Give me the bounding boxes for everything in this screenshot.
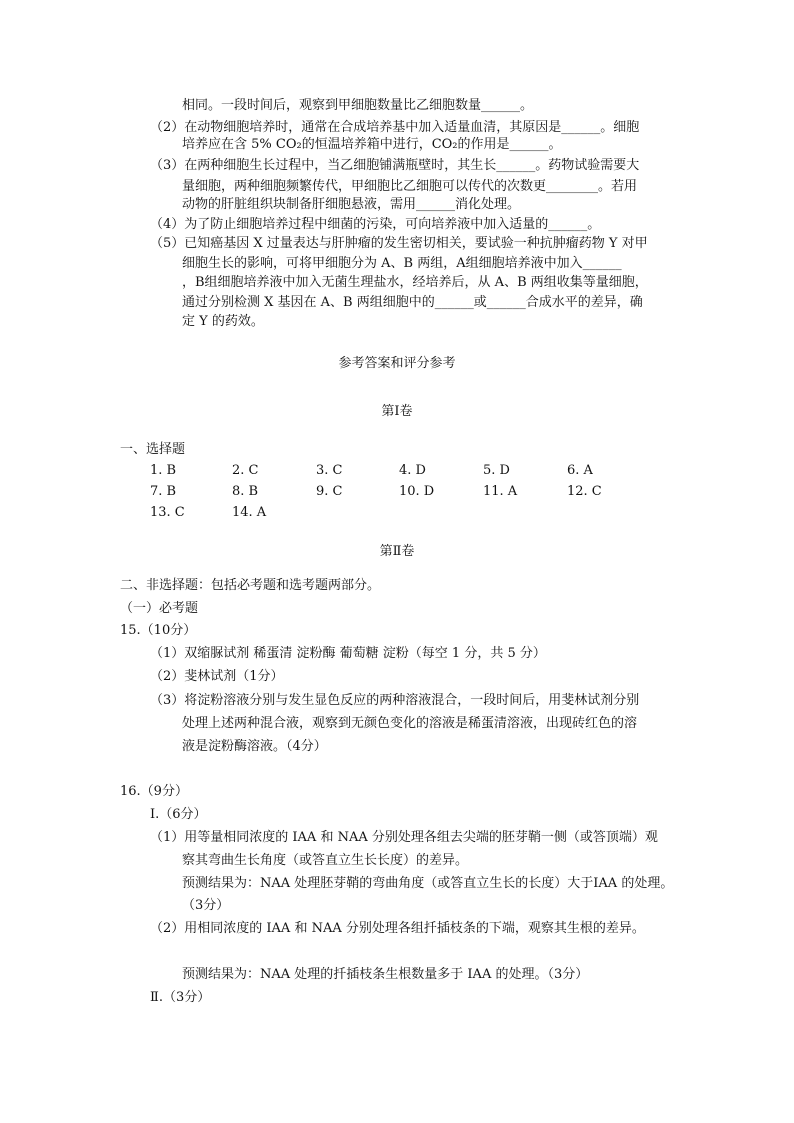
q16-line-1: （1）用等量相同浓度的 IAA 和 NAA 分别处理各组去尖端的胚芽鞘一侧（或答顶端）观	[150, 830, 658, 845]
mc-answer: 13. C	[150, 505, 185, 520]
q16-line-6: 预测结果为：NAA 处理的扦插枝条生根数量多于 IAA 的处理。（3分）	[182, 967, 589, 982]
mc-answer: 10. D	[399, 484, 435, 499]
part1-title: 第Ⅰ卷	[381, 404, 413, 419]
required-heading: （一）必考题	[120, 601, 199, 616]
mc-answer: 14. A	[232, 505, 267, 520]
mc-answer: 3. C	[316, 463, 343, 478]
q17-line-6: 动物的肝脏组织块制备肝细胞悬液，需用______消化处理。	[182, 197, 521, 212]
q15-line-1: （1）双缩脲试剂 稀蛋清 淀粉酶 葡萄糖 淀粉（每空 1 分，共 5 分）	[150, 646, 546, 661]
part2-title: 第Ⅱ卷	[379, 544, 415, 559]
q15-line-4: 处理上述两种混合液，观察到无颜色变化的溶液是稀蛋清溶液，出现砖红色的溶	[182, 716, 638, 731]
q17-line-10: ，B组细胞培养液中加入无菌生理盐水，经培养后，从 A、B 两组收集等量细胞，	[182, 275, 648, 290]
mc-answer: 8. B	[232, 484, 259, 499]
q17-line-7: （4）为了防止细胞培养过程中细菌的污染，可向培养液中加入适量的______。	[150, 217, 601, 232]
q16-line-3: 预测结果为：NAA 处理胚芽鞘的弯曲角度（或答直立生长的长度）大于IAA 的处理。	[182, 876, 674, 891]
q17-line-5: 量细胞，两种细胞频繁传代，甲细胞比乙细胞可以传代的次数更________。若用	[182, 179, 638, 194]
q15-line-5: 液是淀粉酶溶液。（4分）	[182, 739, 327, 754]
mc-answer: 9. C	[316, 484, 343, 499]
q15-line-2: （2）斐林试剂（1分）	[150, 669, 284, 684]
q16-part-i: Ⅰ.（6分）	[150, 807, 207, 822]
q17-line-8: （5）已知癌基因 X 过量表达与肝肿瘤的发生密切相关，要试验一种抗肿瘤药物 Y 对甲	[150, 236, 648, 251]
q17-line-12: 定 Y 的药效。	[182, 314, 264, 329]
mc-answer: 2. C	[232, 463, 259, 478]
q16-header: 16.（9分）	[120, 784, 188, 799]
mc-answer: 12. C	[567, 484, 602, 499]
q17-line-1: 相同。一段时间后，观察到甲细胞数量比乙细胞数量______。	[182, 98, 534, 113]
mc-answer: 11. A	[483, 484, 518, 499]
q16-line-4: （3分）	[182, 898, 230, 913]
q15-header: 15.（10分）	[120, 623, 197, 638]
q17-line-4: （3）在两种细胞生长过程中，当乙细胞铺满瓶壁时，其生长______。药物试验需要大	[150, 158, 640, 173]
q17-line-9: 细胞生长的影响，可将甲细胞分为 A、B 两组，A组细胞培养液中加入______	[182, 256, 622, 271]
q17-line-3: 培养应在含 5% CO₂的恒温培养箱中进行，CO₂的作用是______。	[182, 137, 562, 152]
answer-title: 参考答案和评分参考	[338, 356, 456, 371]
q16-line-5: （2）用相同浓度的 IAA 和 NAA 分别处理各组扦插枝条的下端，观察其生根的差异。	[150, 921, 645, 936]
mc-answer: 1. B	[150, 463, 177, 478]
section2-heading: 二、非选择题：包括必考题和选考题两部分。	[120, 578, 381, 593]
mc-answer: 7. B	[150, 484, 177, 499]
q17-line-11: 通过分别检测 X 基因在 A、B 两组细胞中的______或______合成水平的差异，确	[182, 295, 643, 310]
section1-heading: 一、选择题	[120, 442, 186, 457]
mc-answer: 6. A	[567, 463, 593, 478]
q16-part-ii: Ⅱ.（3分）	[150, 990, 211, 1005]
q17-line-2: （2）在动物细胞培养时，通常在合成培养基中加入适量血清，其原因是______。细胞	[150, 120, 640, 135]
mc-answer: 4. D	[399, 463, 426, 478]
q16-line-2: 察其弯曲生长角度（或答直立生长长度）的差异。	[182, 853, 469, 868]
q15-line-3: （3）将淀粉溶液分别与发生显色反应的两种溶液混合，一段时间后，用斐林试剂分别	[150, 693, 640, 708]
mc-answer: 5. D	[483, 463, 510, 478]
